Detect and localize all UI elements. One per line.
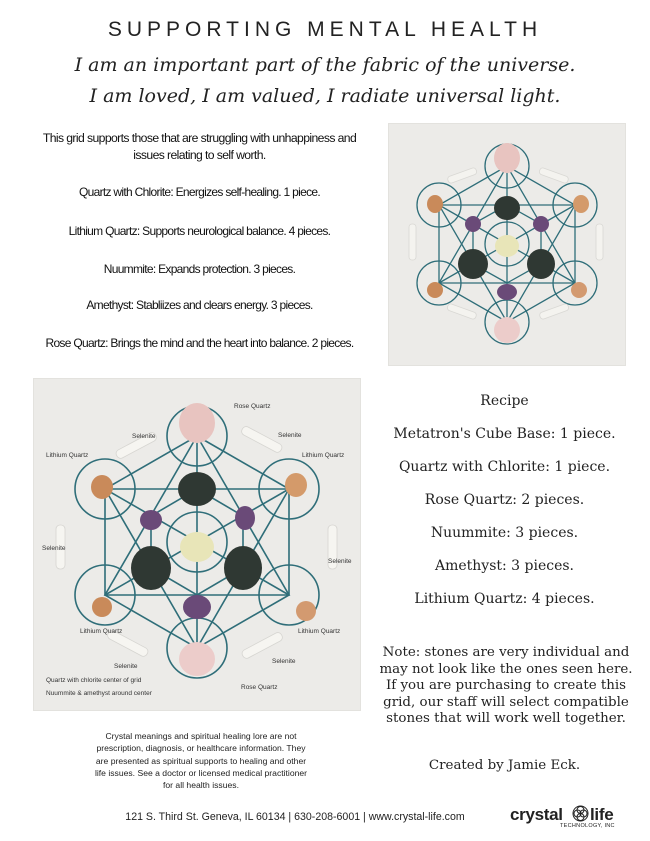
grid-photo-small [388,123,626,366]
grid-photo-labelled [33,378,361,711]
recipe-heading: Recipe [480,393,529,409]
recipe-item: Quartz with Chlorite: 1 piece. [398,459,611,475]
label-selenite: Selenite [278,432,302,439]
stone-description: Lithium Quartz: Supports neurological balance. 4 pieces. [68,224,331,238]
intro-text [22,130,377,164]
recipe-item: Amethyst: 3 pieces. [434,558,575,574]
credit-text: Created by Jamie Eck. [428,758,581,773]
affirmation-line-1: I am an important part of the fabric of the universe. [74,54,576,76]
metatron-cube-small [389,124,625,365]
recipe-list [372,385,637,616]
label-rose-quartz: Rose Quartz [234,403,271,410]
label-lithium-quartz: Lithium Quartz [80,628,123,635]
stone-description: Quartz with Chlorite: Energizes self-healing. 1 piece. [78,185,320,199]
label-selenite: Selenite [42,545,66,552]
label-lithium-quartz: Lithium Quartz [46,452,89,459]
logo-word-crystal: crystal [510,805,563,824]
note-text: Note: stones are very individual and may not look like the ones seen here. If you are purchasing to create this grid, our staff will select compatible stones that will work well together. [379,645,633,726]
footer-address: 121 S. Third St. Geneva, IL 60134 | 630-208-6001 | www.crystal-life.com [125,811,465,823]
label-lithium-quartz: Lithium Quartz [302,452,345,459]
label-center-note: Quartz with chlorite center of grid [46,677,142,684]
label-rose-quartz: Rose Quartz [241,684,278,691]
stone-description: Amethyst: Stabliizes and clears energy. 3 pieces. [86,298,313,312]
label-selenite: Selenite [132,433,156,440]
disclaimer-text: Crystal meanings and spiritual healing lore are not prescription, diagnosis, or healthcare information. They are presented as spiritual supports to healing and other life issues. See a doctor or licensed medical practitioner for all health issues. [94,731,308,791]
recipe-item: Lithium Quartz: 4 pieces. [414,591,595,607]
recipe-item: Metatron's Cube Base: 1 piece. [393,426,616,442]
logo-subtitle: TECHNOLOGY, INC [560,823,615,829]
page-title: SUPPORTING MENTAL HEALTH [107,18,543,41]
stone-description: Rose Quartz: Brings the mind and the heart into balance. 2 pieces. [45,336,354,350]
intro-line-1: This grid supports those that are struggling with unhappiness and [42,131,357,145]
label-selenite: Selenite [272,658,296,665]
affirmation-line-2: I am loved, I am valued, I radiate universal light. [89,85,561,107]
label-lithium-quartz: Lithium Quartz [298,628,341,635]
label-selenite: Selenite [328,558,352,565]
label-selenite: Selenite [114,663,138,670]
metatron-cube-labelled [34,379,360,710]
stone-description: Nuummite: Expands protection. 3 pieces. [103,262,296,276]
recipe-item: Nuummite: 3 pieces. [430,525,579,541]
flower-of-life-icon [572,805,589,822]
crystal-life-logo [510,805,630,833]
intro-line-2: issues relating to self worth. [133,148,266,162]
recipe-item: Rose Quartz: 2 pieces. [424,492,585,508]
logo-word-life: life [590,805,614,824]
label-around-note: Nuummite & amethyst around center [46,690,152,697]
